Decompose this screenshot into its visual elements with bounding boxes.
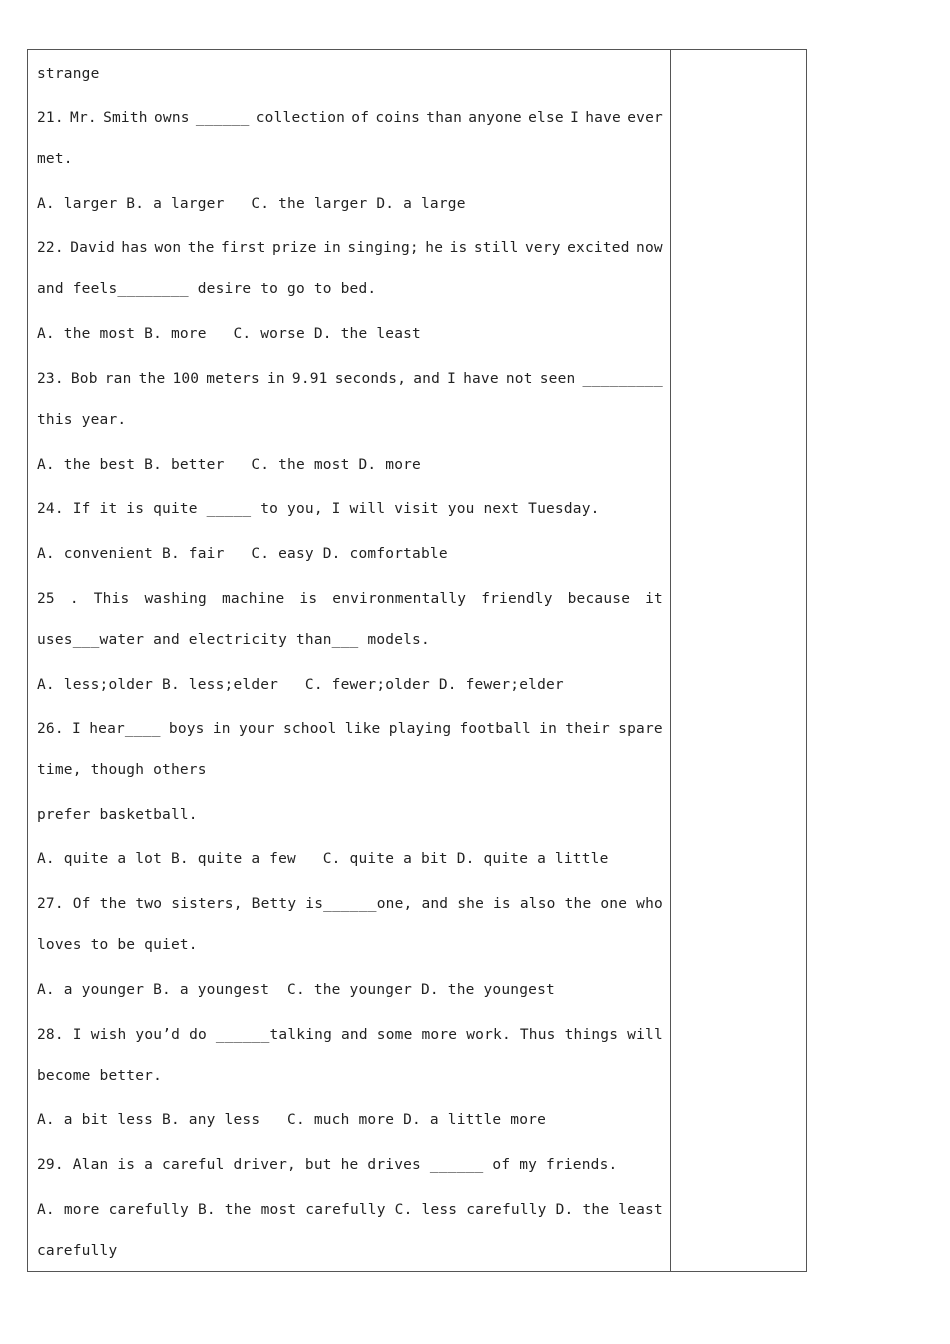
column-divider <box>670 49 671 1272</box>
table-border <box>27 49 807 1272</box>
